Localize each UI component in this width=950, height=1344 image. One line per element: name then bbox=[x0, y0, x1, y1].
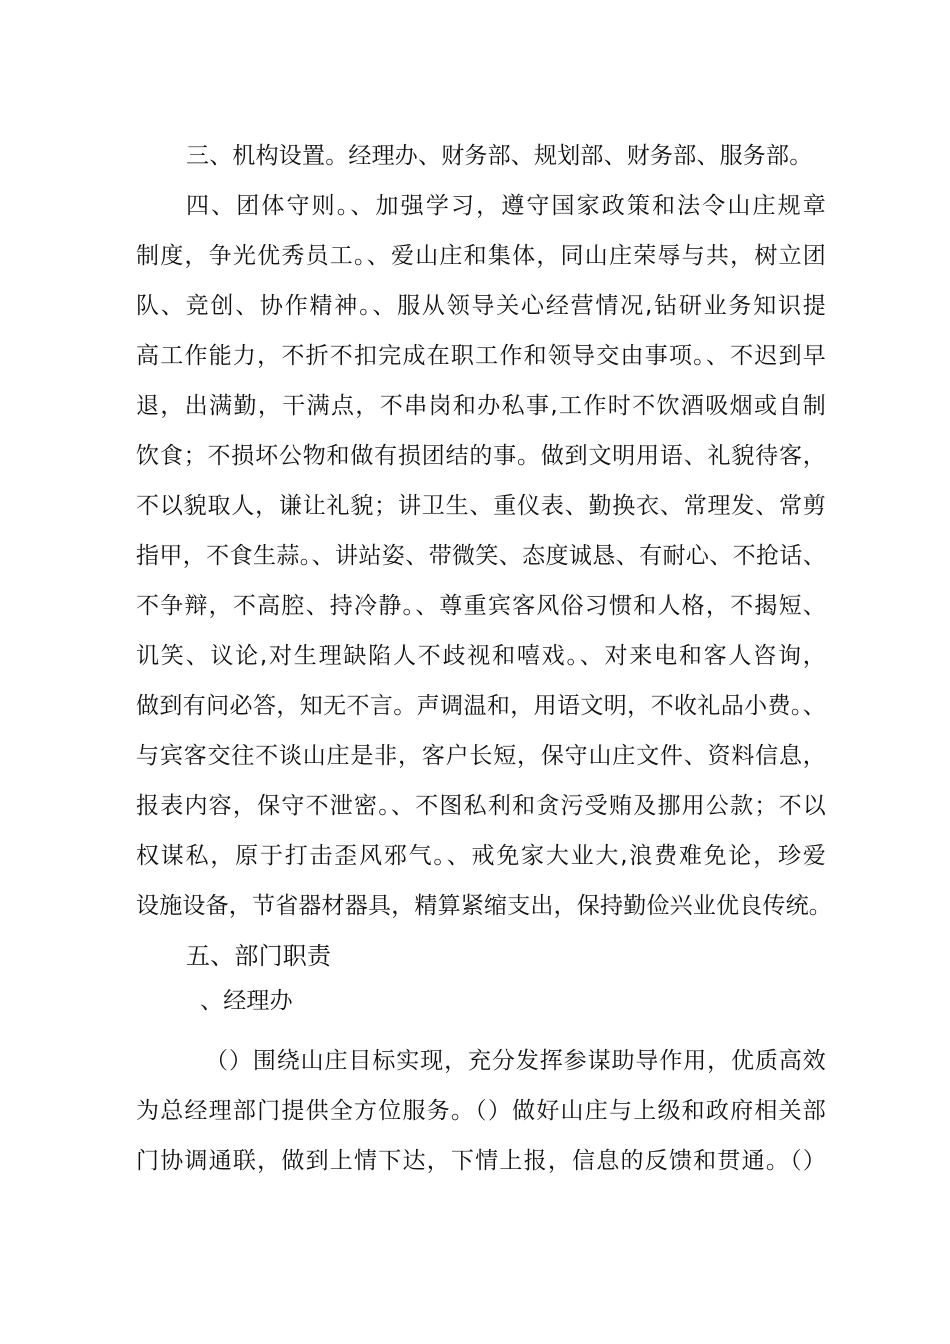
section-4-line-15: 设施设备，节省器材器具，精算紧缩支出，保持勤俭兴业优良传统。 bbox=[136, 893, 832, 919]
section-4-line-2: 制度，争光优秀员工。、爱山庄和集体，同山庄荣辱与共，树立团 bbox=[136, 243, 826, 269]
section-4-line-8: 指甲，不食生蒜。、讲站姿、带微笑、态度诚恳、有耐心、不抢话、 bbox=[136, 543, 826, 569]
section-4-line-14: 权谋私，原于打击歪风邪气。、戒免家大业大,浪费难免论，珍爱 bbox=[136, 843, 826, 869]
section-5-heading: 五、部门职责 bbox=[186, 942, 332, 970]
section-4-line-10: 讥笑、议论,对生理缺陷人不歧视和嘻戏。、对来电和客人咨询， bbox=[136, 643, 826, 669]
subsection-1-line-3: 门协调通联，做到上情下达，下情上报，信息的反馈和贯通。（） bbox=[136, 1148, 826, 1174]
section-4-line-12: 与宾客交往不谈山庄是非，客户长短，保守山庄文件、资料信息， bbox=[136, 743, 826, 769]
subsection-1-line-2: 为总经理部门提供全方位服务。（）做好山庄与上级和政府相关部 bbox=[136, 1098, 826, 1124]
section-4-line-7: 不以貌取人，谦让礼貌；讲卫生、重仪表、勤换衣、常理发、常剪 bbox=[136, 493, 826, 519]
section-3-paragraph: 三、机构设置。经理办、财务部、规划部、财务部、服务部。 bbox=[186, 143, 813, 169]
section-4-line-11: 做到有问必答，知无不言。声调温和，用语文明，不收礼品小费。、 bbox=[136, 693, 826, 719]
section-4-line-5: 退，出满勤，干满点，不串岗和办私事,工作时不饮酒吸烟或自制 bbox=[136, 393, 826, 419]
subsection-manager-office-heading: 、经理办 bbox=[200, 988, 293, 1014]
section-4-line-9: 不争辩，不高腔、持冷静。、尊重宾客风俗习惯和人格，不揭短、 bbox=[136, 593, 826, 619]
section-4-line-6: 饮食；不损坏公物和做有损团结的事。做到文明用语、礼貌待客， bbox=[136, 443, 826, 469]
section-4-line-3: 队、竞创、协作精神。、服从领导关心经营情况,钻研业务知识提 bbox=[136, 293, 826, 319]
section-4-line-1: 四、团体守则。、加强学习，遵守国家政策和法令山庄规章 bbox=[186, 193, 826, 219]
subsection-1-line-1: （）围绕山庄目标实现，充分发挥参谋助导作用，优质高效 bbox=[205, 1048, 826, 1074]
section-4-line-13: 报表内容，保守不泄密。、不图私利和贪污受贿及挪用公款；不以 bbox=[136, 793, 826, 819]
section-4-line-4: 高工作能力，不折不扣完成在职工作和领导交由事项。、不迟到早 bbox=[136, 343, 826, 369]
